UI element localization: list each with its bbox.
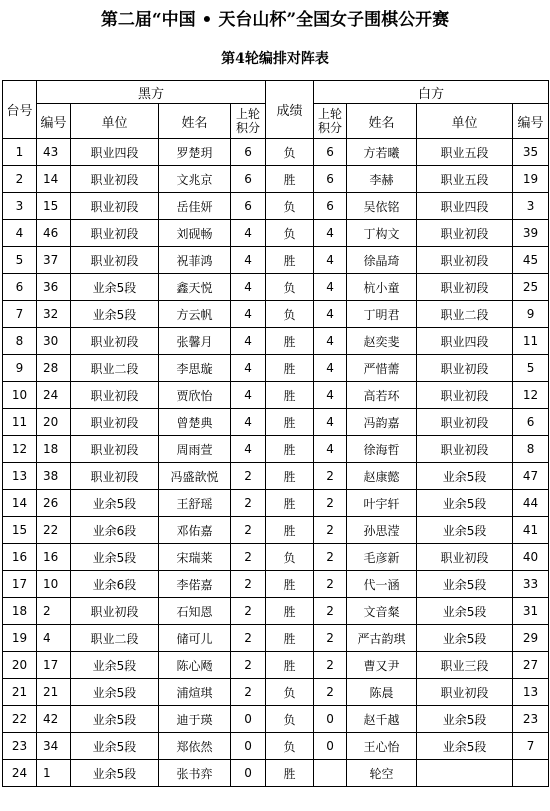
board-cell: 1 <box>3 139 37 166</box>
header-white: 白方 <box>314 81 549 104</box>
black-prev-score-cell: 0 <box>231 706 266 733</box>
white-number-cell: 11 <box>513 328 549 355</box>
white-prev-score-cell: 2 <box>314 652 347 679</box>
white-prev-score-cell: 0 <box>314 733 347 760</box>
result-cell: 胜 <box>266 355 314 382</box>
black-prev-score-cell: 2 <box>231 571 266 598</box>
black-unit-cell: 业余5段 <box>71 733 159 760</box>
black-prev-score-cell: 2 <box>231 679 266 706</box>
white-number-cell: 12 <box>513 382 549 409</box>
black-prev-score-cell: 6 <box>231 193 266 220</box>
black-number-cell: 32 <box>37 301 71 328</box>
white-unit-cell: 业余5段 <box>417 517 513 544</box>
white-prev-score-cell: 6 <box>314 193 347 220</box>
black-unit-cell: 业余5段 <box>71 490 159 517</box>
white-name-cell: 王心怡 <box>347 733 417 760</box>
black-unit-cell: 业余5段 <box>71 544 159 571</box>
white-name-cell: 徐晶琦 <box>347 247 417 274</box>
black-number-cell: 26 <box>37 490 71 517</box>
white-unit-cell: 职业二段 <box>417 301 513 328</box>
black-number-cell: 21 <box>37 679 71 706</box>
white-number-cell: 25 <box>513 274 549 301</box>
white-name-cell: 杭小童 <box>347 274 417 301</box>
board-cell: 8 <box>3 328 37 355</box>
white-prev-score-cell: 4 <box>314 247 347 274</box>
white-prev-score-cell: 4 <box>314 355 347 382</box>
black-name-cell: 石知恩 <box>159 598 231 625</box>
table-row <box>3 652 549 679</box>
white-unit-cell: 职业初段 <box>417 355 513 382</box>
white-name-cell: 丁明君 <box>347 301 417 328</box>
black-name-cell: 迪于瑛 <box>159 706 231 733</box>
white-prev-score-cell: 4 <box>314 274 347 301</box>
black-number-cell: 2 <box>37 598 71 625</box>
header-black-prev-score: 上轮积分 <box>231 104 266 139</box>
white-unit-cell: 职业初段 <box>417 274 513 301</box>
black-prev-score-cell: 4 <box>231 382 266 409</box>
table-row <box>3 490 549 517</box>
board-cell: 21 <box>3 679 37 706</box>
result-cell: 负 <box>266 193 314 220</box>
white-unit-cell: 职业初段 <box>417 436 513 463</box>
header-result: 成绩 <box>266 81 314 139</box>
black-prev-score-cell: 4 <box>231 301 266 328</box>
black-number-cell: 22 <box>37 517 71 544</box>
black-name-cell: 宋瑞莱 <box>159 544 231 571</box>
header-white-unit: 单位 <box>417 104 513 139</box>
table-row <box>3 139 549 166</box>
white-name-cell: 赵奕斐 <box>347 328 417 355</box>
white-unit-cell: 职业五段 <box>417 139 513 166</box>
black-prev-score-cell: 4 <box>231 436 266 463</box>
white-prev-score-cell: 0 <box>314 706 347 733</box>
result-cell: 胜 <box>266 166 314 193</box>
black-number-cell: 17 <box>37 652 71 679</box>
black-prev-score-cell: 4 <box>231 355 266 382</box>
white-number-cell: 5 <box>513 355 549 382</box>
white-prev-score-cell: 4 <box>314 382 347 409</box>
black-unit-cell: 职业初段 <box>71 409 159 436</box>
white-number-cell <box>513 760 549 787</box>
white-prev-score-cell: 6 <box>314 166 347 193</box>
table-row <box>3 760 549 787</box>
black-number-cell: 1 <box>37 760 71 787</box>
white-unit-cell: 职业四段 <box>417 193 513 220</box>
white-number-cell: 44 <box>513 490 549 517</box>
black-unit-cell: 职业初段 <box>71 382 159 409</box>
board-cell: 17 <box>3 571 37 598</box>
table-row <box>3 166 549 193</box>
board-cell: 23 <box>3 733 37 760</box>
result-cell: 胜 <box>266 382 314 409</box>
result-cell: 负 <box>266 706 314 733</box>
white-name-cell: 轮空 <box>347 760 417 787</box>
table-row <box>3 301 549 328</box>
white-prev-score-cell: 4 <box>314 301 347 328</box>
white-name-cell: 毛彦新 <box>347 544 417 571</box>
result-cell: 胜 <box>266 328 314 355</box>
black-name-cell: 储可儿 <box>159 625 231 652</box>
black-number-cell: 20 <box>37 409 71 436</box>
board-cell: 12 <box>3 436 37 463</box>
white-number-cell: 35 <box>513 139 549 166</box>
black-number-cell: 34 <box>37 733 71 760</box>
black-unit-cell: 业余5段 <box>71 760 159 787</box>
white-prev-score-cell: 2 <box>314 490 347 517</box>
page-subtitle: 第4轮编排对阵表 <box>221 51 329 67</box>
table-row <box>3 463 549 490</box>
white-number-cell: 6 <box>513 409 549 436</box>
black-name-cell: 李思璇 <box>159 355 231 382</box>
white-name-cell: 曹又尹 <box>347 652 417 679</box>
black-prev-score-cell: 2 <box>231 544 266 571</box>
white-name-cell: 赵千越 <box>347 706 417 733</box>
white-number-cell: 39 <box>513 220 549 247</box>
result-cell: 胜 <box>266 436 314 463</box>
result-cell: 胜 <box>266 490 314 517</box>
black-unit-cell: 职业二段 <box>71 625 159 652</box>
black-prev-score-cell: 4 <box>231 247 266 274</box>
white-unit-cell: 职业初段 <box>417 409 513 436</box>
black-name-cell: 曾楚典 <box>159 409 231 436</box>
white-prev-score-cell: 2 <box>314 571 347 598</box>
white-prev-score-cell: 2 <box>314 625 347 652</box>
white-prev-score-cell: 2 <box>314 598 347 625</box>
white-number-cell: 33 <box>513 571 549 598</box>
black-name-cell: 浦煊琪 <box>159 679 231 706</box>
black-number-cell: 46 <box>37 220 71 247</box>
table-row <box>3 517 549 544</box>
white-unit-cell: 职业初段 <box>417 220 513 247</box>
black-number-cell: 28 <box>37 355 71 382</box>
black-prev-score-cell: 2 <box>231 517 266 544</box>
table-row <box>3 598 549 625</box>
black-unit-cell: 职业初段 <box>71 463 159 490</box>
white-number-cell: 9 <box>513 301 549 328</box>
result-cell: 胜 <box>266 652 314 679</box>
black-name-cell: 邓佑嘉 <box>159 517 231 544</box>
table-row <box>3 382 549 409</box>
white-number-cell: 23 <box>513 706 549 733</box>
table-row <box>3 193 549 220</box>
black-name-cell: 王舒瑶 <box>159 490 231 517</box>
white-unit-cell: 职业初段 <box>417 382 513 409</box>
board-cell: 24 <box>3 760 37 787</box>
white-unit-cell: 业余5段 <box>417 733 513 760</box>
result-cell: 胜 <box>266 760 314 787</box>
header-black: 黑方 <box>37 81 266 104</box>
black-number-cell: 10 <box>37 571 71 598</box>
black-prev-score-cell: 2 <box>231 625 266 652</box>
result-cell: 胜 <box>266 598 314 625</box>
black-prev-score-cell: 0 <box>231 760 266 787</box>
table-row <box>3 571 549 598</box>
white-unit-cell: 职业三段 <box>417 652 513 679</box>
result-cell: 胜 <box>266 571 314 598</box>
table-row <box>3 733 549 760</box>
white-name-cell: 陈晨 <box>347 679 417 706</box>
black-unit-cell: 业余5段 <box>71 706 159 733</box>
pairing-table <box>2 80 549 787</box>
table-row <box>3 679 549 706</box>
board-cell: 18 <box>3 598 37 625</box>
white-prev-score-cell: 4 <box>314 409 347 436</box>
white-name-cell: 冯韵嘉 <box>347 409 417 436</box>
white-number-cell: 29 <box>513 625 549 652</box>
result-cell: 负 <box>266 274 314 301</box>
black-unit-cell: 业余5段 <box>71 301 159 328</box>
board-cell: 7 <box>3 301 37 328</box>
white-name-cell: 高若环 <box>347 382 417 409</box>
black-prev-score-cell: 6 <box>231 166 266 193</box>
result-cell: 胜 <box>266 247 314 274</box>
black-prev-score-cell: 2 <box>231 652 266 679</box>
white-prev-score-cell: 4 <box>314 328 347 355</box>
board-cell: 6 <box>3 274 37 301</box>
board-cell: 15 <box>3 517 37 544</box>
white-name-cell: 李赫 <box>347 166 417 193</box>
black-number-cell: 43 <box>37 139 71 166</box>
board-cell: 9 <box>3 355 37 382</box>
black-unit-cell: 职业初段 <box>71 328 159 355</box>
board-cell: 10 <box>3 382 37 409</box>
white-unit-cell: 职业五段 <box>417 166 513 193</box>
black-unit-cell: 职业初段 <box>71 247 159 274</box>
white-prev-score-cell: 4 <box>314 436 347 463</box>
black-name-cell: 罗楚玥 <box>159 139 231 166</box>
black-prev-score-cell: 4 <box>231 409 266 436</box>
header-white-prev-score: 上轮积分 <box>314 104 347 139</box>
black-unit-cell: 业余5段 <box>71 652 159 679</box>
black-number-cell: 24 <box>37 382 71 409</box>
black-name-cell: 岳佳妍 <box>159 193 231 220</box>
board-cell: 4 <box>3 220 37 247</box>
white-number-cell: 47 <box>513 463 549 490</box>
white-prev-score-cell: 6 <box>314 139 347 166</box>
white-unit-cell: 业余5段 <box>417 463 513 490</box>
black-prev-score-cell: 2 <box>231 598 266 625</box>
pairing-rows <box>3 139 549 787</box>
black-prev-score-cell: 4 <box>231 328 266 355</box>
board-cell: 11 <box>3 409 37 436</box>
board-cell: 14 <box>3 490 37 517</box>
result-cell: 负 <box>266 139 314 166</box>
black-number-cell: 14 <box>37 166 71 193</box>
black-name-cell: 周雨萱 <box>159 436 231 463</box>
black-name-cell: 鑫天悦 <box>159 274 231 301</box>
result-cell: 胜 <box>266 517 314 544</box>
black-name-cell: 陈心飏 <box>159 652 231 679</box>
white-name-cell: 孙思滢 <box>347 517 417 544</box>
result-cell: 胜 <box>266 463 314 490</box>
black-unit-cell: 业余6段 <box>71 517 159 544</box>
black-name-cell: 文兆京 <box>159 166 231 193</box>
white-unit-cell: 职业初段 <box>417 247 513 274</box>
white-prev-score-cell <box>314 760 347 787</box>
board-cell: 3 <box>3 193 37 220</box>
black-number-cell: 36 <box>37 274 71 301</box>
table-row <box>3 625 549 652</box>
white-number-cell: 8 <box>513 436 549 463</box>
result-cell: 负 <box>266 220 314 247</box>
header-board: 台号 <box>3 81 37 139</box>
board-cell: 13 <box>3 463 37 490</box>
result-cell: 胜 <box>266 409 314 436</box>
black-number-cell: 30 <box>37 328 71 355</box>
black-unit-cell: 职业四段 <box>71 139 159 166</box>
white-number-cell: 3 <box>513 193 549 220</box>
white-number-cell: 7 <box>513 733 549 760</box>
black-unit-cell: 职业初段 <box>71 436 159 463</box>
table-row <box>3 355 549 382</box>
table-row <box>3 706 549 733</box>
black-unit-cell: 业余5段 <box>71 679 159 706</box>
header-black-unit: 单位 <box>71 104 159 139</box>
white-name-cell: 方若曦 <box>347 139 417 166</box>
white-number-cell: 31 <box>513 598 549 625</box>
board-cell: 2 <box>3 166 37 193</box>
black-name-cell: 方云帆 <box>159 301 231 328</box>
white-name-cell: 丁构文 <box>347 220 417 247</box>
board-cell: 16 <box>3 544 37 571</box>
white-unit-cell: 职业初段 <box>417 679 513 706</box>
white-name-cell: 严惜薷 <box>347 355 417 382</box>
white-name-cell: 徐海哲 <box>347 436 417 463</box>
result-cell: 负 <box>266 733 314 760</box>
black-prev-score-cell: 2 <box>231 490 266 517</box>
black-prev-score-cell: 4 <box>231 274 266 301</box>
white-unit-cell: 业余5段 <box>417 706 513 733</box>
table-row <box>3 247 549 274</box>
white-prev-score-cell: 2 <box>314 679 347 706</box>
black-name-cell: 冯盛歆悦 <box>159 463 231 490</box>
black-number-cell: 37 <box>37 247 71 274</box>
black-prev-score-cell: 4 <box>231 220 266 247</box>
white-name-cell: 吴依铭 <box>347 193 417 220</box>
result-cell: 负 <box>266 301 314 328</box>
table-row <box>3 274 549 301</box>
black-name-cell: 祝菲鸿 <box>159 247 231 274</box>
black-number-cell: 38 <box>37 463 71 490</box>
black-unit-cell: 业余5段 <box>71 274 159 301</box>
black-prev-score-cell: 2 <box>231 463 266 490</box>
header-black-number: 编号 <box>37 104 71 139</box>
white-number-cell: 27 <box>513 652 549 679</box>
white-prev-score-cell: 2 <box>314 544 347 571</box>
white-unit-cell: 业余5段 <box>417 625 513 652</box>
white-name-cell: 叶宇轩 <box>347 490 417 517</box>
result-cell: 负 <box>266 679 314 706</box>
header-white-number: 编号 <box>513 104 549 139</box>
board-cell: 5 <box>3 247 37 274</box>
board-cell: 22 <box>3 706 37 733</box>
black-number-cell: 42 <box>37 706 71 733</box>
white-number-cell: 19 <box>513 166 549 193</box>
black-unit-cell: 职业二段 <box>71 355 159 382</box>
page-title: 第二届“中国 • 天台山杯”全国女子围棋公开赛 <box>100 10 450 30</box>
white-unit-cell: 业余5段 <box>417 571 513 598</box>
table-row <box>3 544 549 571</box>
white-number-cell: 13 <box>513 679 549 706</box>
black-unit-cell: 职业初段 <box>71 193 159 220</box>
result-cell: 负 <box>266 544 314 571</box>
board-cell: 19 <box>3 625 37 652</box>
white-prev-score-cell: 2 <box>314 517 347 544</box>
black-unit-cell: 业余6段 <box>71 571 159 598</box>
black-unit-cell: 职业初段 <box>71 166 159 193</box>
black-number-cell: 16 <box>37 544 71 571</box>
white-number-cell: 41 <box>513 517 549 544</box>
black-unit-cell: 职业初段 <box>71 220 159 247</box>
black-unit-cell: 职业初段 <box>71 598 159 625</box>
black-number-cell: 18 <box>37 436 71 463</box>
black-name-cell: 刘砚畅 <box>159 220 231 247</box>
white-name-cell: 代一涵 <box>347 571 417 598</box>
white-unit-cell: 职业四段 <box>417 328 513 355</box>
white-name-cell: 赵康懿 <box>347 463 417 490</box>
black-name-cell: 李偌嘉 <box>159 571 231 598</box>
black-name-cell: 张馨月 <box>159 328 231 355</box>
white-number-cell: 40 <box>513 544 549 571</box>
result-cell: 胜 <box>266 625 314 652</box>
table-row <box>3 328 549 355</box>
black-name-cell: 张书弈 <box>159 760 231 787</box>
white-prev-score-cell: 4 <box>314 220 347 247</box>
black-name-cell: 贾欣怡 <box>159 382 231 409</box>
black-prev-score-cell: 6 <box>231 139 266 166</box>
black-name-cell: 郑依然 <box>159 733 231 760</box>
white-unit-cell: 职业初段 <box>417 544 513 571</box>
header-white-name: 姓名 <box>347 104 417 139</box>
table-row <box>3 220 549 247</box>
white-number-cell: 45 <box>513 247 549 274</box>
white-name-cell: 文音粲 <box>347 598 417 625</box>
white-prev-score-cell: 2 <box>314 463 347 490</box>
table-row <box>3 409 549 436</box>
board-cell: 20 <box>3 652 37 679</box>
black-number-cell: 15 <box>37 193 71 220</box>
white-name-cell: 严古韵琪 <box>347 625 417 652</box>
black-number-cell: 4 <box>37 625 71 652</box>
header-black-name: 姓名 <box>159 104 231 139</box>
white-unit-cell <box>417 760 513 787</box>
table-row <box>3 436 549 463</box>
black-prev-score-cell: 0 <box>231 733 266 760</box>
white-unit-cell: 业余5段 <box>417 598 513 625</box>
white-unit-cell: 业余5段 <box>417 490 513 517</box>
